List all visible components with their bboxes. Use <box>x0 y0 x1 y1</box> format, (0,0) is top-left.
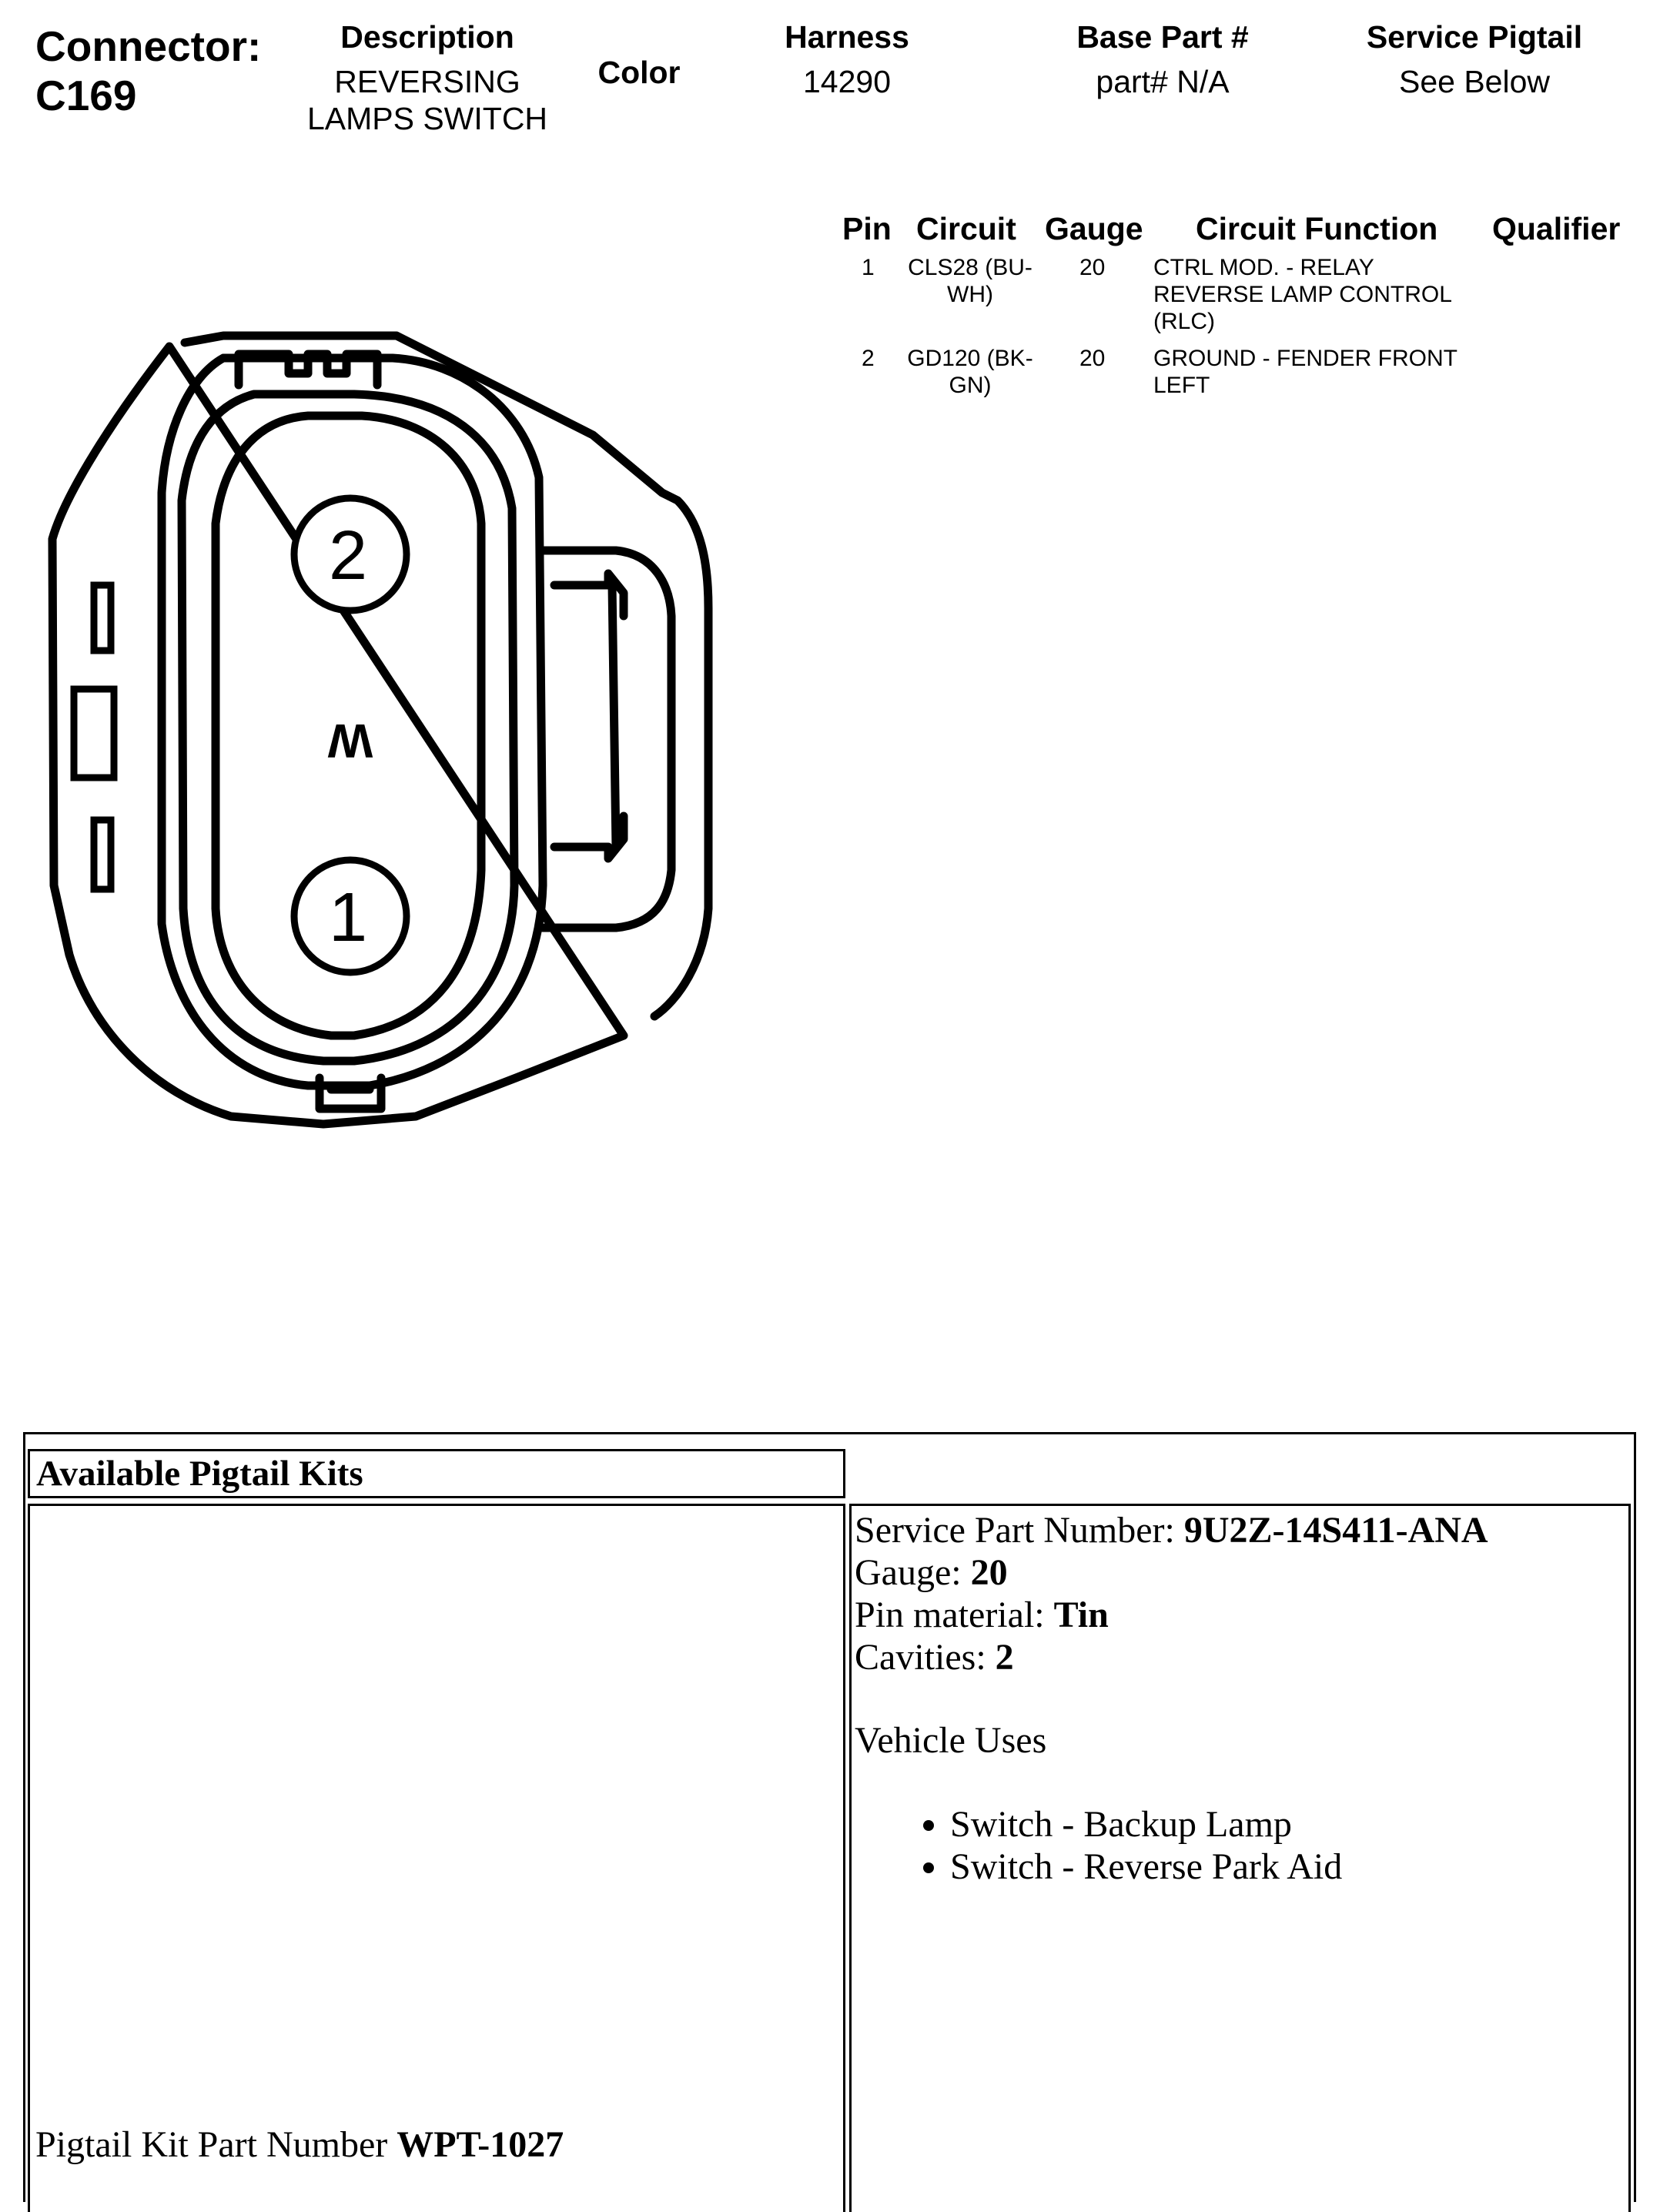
base-part-column <box>1024 18 1301 100</box>
function-cell <box>1153 254 1452 335</box>
side-slot-middle <box>74 689 114 778</box>
function-line: REVERSE LAMP CONTROL <box>1153 282 1452 307</box>
service-pigtail-column <box>1340 18 1609 100</box>
service-pigtail-header: Service Pigtail <box>1366 19 1583 55</box>
vehicle-uses <box>855 1719 1342 1888</box>
description-column <box>296 18 558 137</box>
cavities-label: Cavities: <box>855 1637 996 1678</box>
base-part-header: Base Part # <box>1076 19 1249 55</box>
circuit-function-header: Circuit Function <box>1196 211 1438 246</box>
function-line: CTRL MOD. - RELAY <box>1153 255 1374 280</box>
function-line: GROUND - FENDER FRONT <box>1153 346 1458 371</box>
pigtail-kit-part-number <box>35 2123 564 2166</box>
side-clip <box>543 550 671 928</box>
pigtail-image-cell <box>28 1504 845 2212</box>
connector-label: Connector: <box>35 22 262 70</box>
color-column <box>570 54 708 91</box>
vehicle-uses-list <box>855 1803 1342 1888</box>
description-line-2: LAMPS SWITCH <box>306 101 548 136</box>
pin-material-spec <box>855 1594 1488 1636</box>
cavities-value: 2 <box>995 1637 1014 1678</box>
circuit-line: GD120 (BK- <box>907 346 1033 371</box>
service-part-number <box>855 1509 1488 1551</box>
side-slot-bottom <box>94 820 111 889</box>
circuit-cell <box>897 254 1043 308</box>
pigtail-specs <box>855 1509 1488 1678</box>
cavities-spec <box>855 1636 1488 1678</box>
circuit-header: Circuit <box>916 211 1016 246</box>
pin-number: 2 <box>862 346 875 371</box>
kit-part-value: WPT-1027 <box>397 2124 564 2165</box>
pin-2-label: 2 <box>328 517 368 594</box>
pigtail-section-title: Available Pigtail Kits <box>28 1449 845 1498</box>
gauge-label: Gauge: <box>855 1552 971 1593</box>
key-mark: W <box>327 714 373 767</box>
gauge-cell: 20 <box>1079 255 1106 280</box>
gauge-header: Gauge <box>1045 211 1143 246</box>
service-pigtail-value: See Below <box>1398 64 1550 99</box>
function-line: (RLC) <box>1153 309 1215 334</box>
connector-face-diagram <box>0 308 770 1170</box>
description-value <box>296 63 558 137</box>
function-cell <box>1153 345 1458 399</box>
description-line-1: REVERSING <box>334 64 520 99</box>
service-part-value: 9U2Z-14S411-ANA <box>1183 1510 1488 1551</box>
qualifier-header: Qualifier <box>1492 211 1621 246</box>
pin-1-label: 1 <box>328 879 368 956</box>
kit-part-label: Pigtail Kit Part Number <box>35 2124 397 2165</box>
gauge-spec <box>855 1551 1488 1594</box>
base-part-value: part# N/A <box>1096 64 1230 99</box>
circuit-line: WH) <box>947 282 993 307</box>
harness-column <box>739 18 955 100</box>
circuit-line: GN) <box>949 373 992 398</box>
harness-header: Harness <box>785 19 909 55</box>
color-header: Color <box>597 55 681 90</box>
pin-material-label: Pin material: <box>855 1595 1054 1635</box>
list-item: • Switch - Reverse Park Aid <box>950 1846 1342 1888</box>
harness-value: 14290 <box>802 64 891 99</box>
vehicle-uses-label: Vehicle Uses <box>855 1720 1047 1761</box>
connector-title <box>35 22 261 120</box>
gauge-value: 20 <box>970 1552 1008 1593</box>
pin-material-value: Tin <box>1053 1595 1109 1635</box>
gauge-cell: 20 <box>1079 346 1106 371</box>
pin-number: 1 <box>862 255 875 280</box>
connector-id: C169 <box>35 72 137 119</box>
function-line: LEFT <box>1153 373 1210 398</box>
service-part-label: Service Part Number: <box>855 1510 1184 1551</box>
circuit-line: CLS28 (BU- <box>908 255 1032 280</box>
pin-header: Pin <box>842 211 892 246</box>
housing-outline <box>52 336 708 1124</box>
list-item: • Switch - Backup Lamp <box>950 1803 1342 1846</box>
side-slot-top <box>94 585 111 651</box>
circuit-cell <box>897 345 1043 399</box>
description-header: Description <box>340 19 514 55</box>
